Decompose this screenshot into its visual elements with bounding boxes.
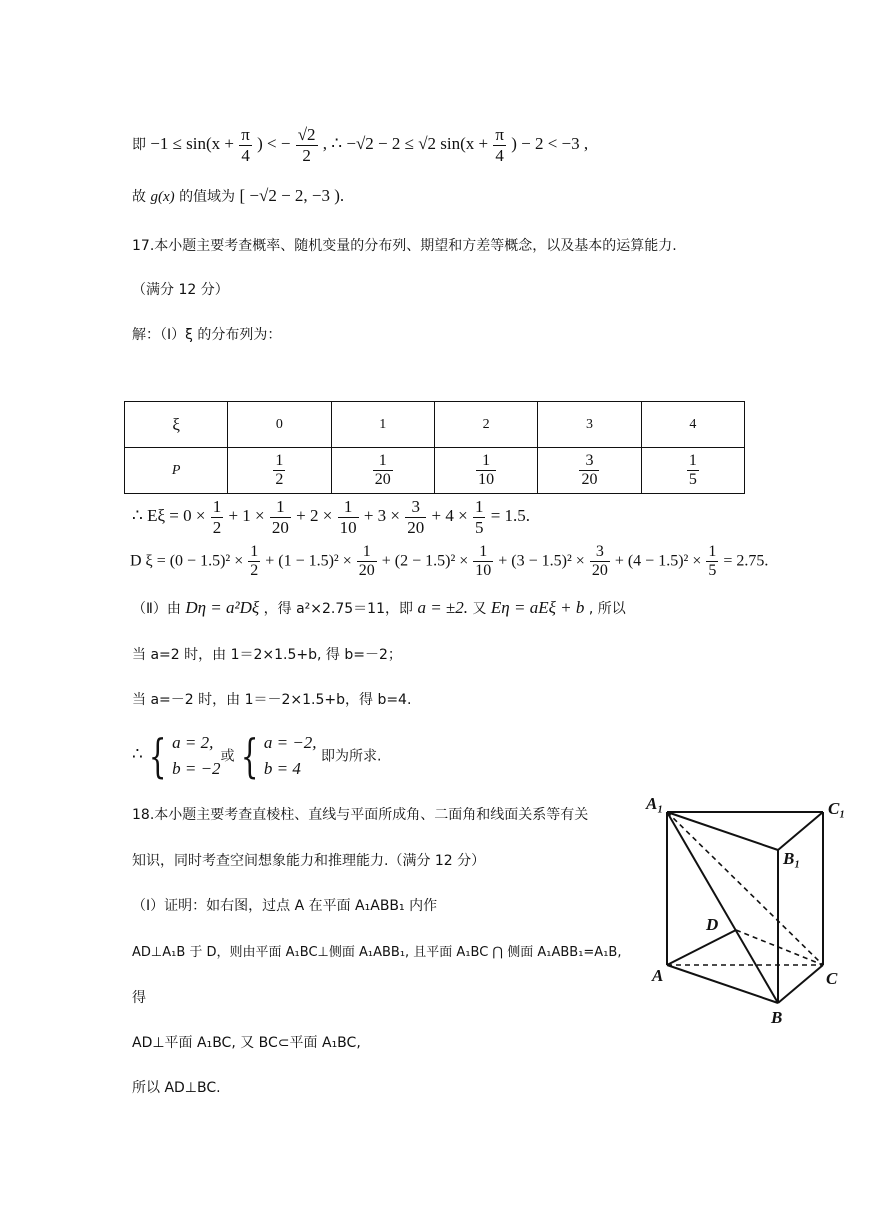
text: 又	[472, 601, 487, 617]
q18-line-3: （Ⅰ）证明：如右图，过点 A 在平面 A₁ABB₁ 内作	[132, 898, 438, 914]
part2-line	[132, 598, 626, 618]
frac-den: 2	[275, 471, 284, 488]
table-header-p	[125, 448, 228, 494]
frac-num: √2	[297, 125, 316, 144]
label-c1: C₁	[828, 799, 846, 818]
frac-den: 20	[358, 562, 375, 580]
expr-lead: D ξ = (0 − 1.5)² ×	[130, 552, 244, 570]
edge-a1b1	[667, 812, 778, 850]
frac-num: 1	[248, 543, 260, 562]
label-b: B	[771, 1008, 783, 1027]
case2-line: 当 a=－2 时，由 1＝－2×1.5+b，得 b=4.	[132, 692, 412, 708]
table-cell: 4	[641, 402, 744, 448]
p-label: P	[171, 462, 181, 478]
q18-line-1: 18.本小题主要考查直棱柱、直线与平面所成角、二面角和线面关系等有关	[132, 807, 589, 823]
expr-term: + (2 − 1.5)² ×	[381, 552, 469, 570]
q18-line-5: 得	[132, 990, 146, 1006]
frac-num: π	[495, 125, 504, 144]
frac-den: 20	[581, 471, 598, 488]
dashed-dc	[736, 930, 823, 965]
case1-line: 当 a=2 时，由 1＝2×1.5+b, 得 b=－2；	[132, 647, 402, 663]
expr-lead: ∴ Eξ = 0 ×	[132, 505, 206, 525]
table-row-p	[125, 448, 745, 494]
frac-den: 20	[374, 471, 391, 488]
q18-line-2: 知识，同时考查空间想象能力和推理能力.（满分 12 分）	[132, 853, 486, 869]
table-cell: 2	[434, 402, 537, 448]
edge-ab	[667, 965, 778, 1003]
frac-num: 1	[270, 497, 291, 518]
eq-top: a = 2,	[172, 733, 214, 752]
expr-result: = 2.75.	[723, 552, 769, 570]
frac-den: 4	[495, 145, 504, 165]
edge-c1b1	[778, 812, 823, 850]
table-cell	[641, 448, 744, 494]
eq-top: a = −2,	[263, 733, 317, 752]
label-d: D	[706, 915, 719, 934]
expr-b: ) < −	[257, 133, 291, 153]
variance-line	[130, 543, 768, 581]
frac-den: 20	[591, 562, 608, 580]
expr-term: + (1 − 1.5)² ×	[265, 552, 352, 570]
table-cell	[331, 448, 434, 494]
left-brace-icon: {	[148, 728, 167, 783]
gx: g(x)	[150, 189, 175, 205]
prism-figure	[640, 790, 855, 1030]
expr-term: + 3 ×	[363, 505, 401, 525]
frac-den: 20	[407, 517, 425, 537]
frac-num: 3	[590, 543, 610, 562]
equation: Eη = aEξ + b	[490, 598, 585, 617]
eq-bottom: b = 4	[263, 758, 301, 778]
text-range-is: 的值域为	[179, 189, 236, 205]
frac-den: 10	[478, 471, 495, 488]
frac-num: 1	[273, 452, 285, 471]
label-c: C	[826, 969, 838, 988]
text: , 所以	[588, 601, 626, 617]
frac-num: 1	[474, 497, 484, 516]
frac-pi-4b	[493, 125, 506, 165]
expr-term: + (4 − 1.5)² ×	[614, 552, 702, 570]
expr-term: + 4 ×	[431, 505, 468, 525]
frac-num: 1	[212, 497, 222, 516]
frac-num: 1	[476, 452, 496, 471]
frac-den: 2	[212, 517, 222, 537]
frac-den: 2	[302, 145, 311, 165]
table-row-xi	[125, 402, 745, 448]
label-b1: B₁	[783, 849, 801, 868]
distribution-table	[124, 401, 745, 494]
range-value: [ −√2 − 2, −3 ).	[239, 186, 345, 205]
range-conclusion-line	[132, 186, 344, 206]
eq-bottom: b = −2	[172, 758, 221, 778]
frac-den: 20	[271, 517, 289, 537]
expectation-line	[132, 497, 530, 537]
frac-pi-4	[239, 125, 252, 165]
expr-c: , ∴ −√2 − 2 ≤ √2 sin(x +	[322, 133, 489, 153]
edge-bc	[778, 965, 823, 1003]
frac-num: 1	[357, 543, 377, 562]
expr-term: + 2 ×	[296, 505, 333, 525]
table-cell: 1	[331, 402, 434, 448]
frac-den: 4	[241, 145, 250, 165]
frac-den: 10	[339, 517, 357, 537]
equation: Dη = a²Dξ	[185, 598, 260, 617]
system-1	[172, 730, 220, 781]
q17-score: （满分 12 分）	[132, 282, 229, 298]
text-ji: 即	[132, 136, 146, 153]
label-a1: A₁	[646, 794, 664, 813]
table-cell	[538, 448, 641, 494]
frac-num: 3	[405, 497, 426, 518]
expr-result: = 1.5.	[490, 505, 531, 525]
segment-ad	[667, 930, 736, 965]
expr-a: −1 ≤ sin(x +	[150, 133, 235, 153]
left-brace-icon: {	[240, 728, 258, 783]
q18-line-6: AD⊥平面 A₁BC, 又 BC⊂平面 A₁BC,	[132, 1035, 361, 1051]
text-tail: 即为所求.	[321, 748, 382, 765]
q18-line-7: 所以 AD⊥BC.	[132, 1080, 221, 1096]
q17-intro: 17.本小题主要考查概率、随机变量的分布列、期望和方差等概念，以及基本的运算能力.	[132, 238, 677, 254]
equation: a = ±2.	[417, 598, 469, 617]
table-cell	[228, 448, 331, 494]
dashed-a1c	[667, 812, 823, 965]
text: ，得 a²×2.75＝11，即	[263, 601, 413, 617]
frac-num: 1	[687, 452, 699, 471]
frac-den: 5	[708, 562, 717, 580]
frac-sqrt2-2	[296, 125, 318, 165]
text: （Ⅱ）由	[132, 601, 181, 617]
therefore-symbol: ∴	[132, 744, 143, 764]
table-cell: 0	[228, 402, 331, 448]
expr-d: ) − 2 < −3 ,	[511, 133, 589, 153]
frac-num: 1	[473, 543, 493, 562]
frac-num: 3	[579, 452, 599, 471]
frac-num: 1	[706, 543, 718, 562]
table-header-xi: ξ	[125, 402, 228, 448]
conclusion-line	[132, 730, 381, 781]
table-cell: 3	[538, 402, 641, 448]
frac-num: 1	[338, 497, 359, 518]
system-2	[264, 730, 317, 781]
text-gu: 故	[132, 189, 146, 205]
segment-a1b	[667, 812, 778, 1003]
frac-den: 2	[250, 562, 259, 580]
range-inequality-line	[132, 125, 588, 165]
frac-num: π	[241, 125, 250, 144]
frac-num: 1	[373, 452, 393, 471]
q17-solution-label: 解：（Ⅰ）ξ 的分布列为：	[132, 327, 282, 343]
expr-term: + 1 ×	[228, 505, 265, 525]
q18-line-4: AD⊥A₁B 于 D，则由平面 A₁BC⊥侧面 A₁ABB₁, 且平面 A₁BC ⋂ 侧面 A₁ABB₁=A₁B,	[132, 945, 622, 960]
frac-den: 5	[688, 471, 697, 488]
frac-den: 10	[475, 562, 492, 580]
label-a: A	[652, 966, 664, 985]
text-or: 或	[220, 748, 235, 765]
expr-term: + (3 − 1.5)² ×	[498, 552, 585, 570]
table-cell	[434, 448, 537, 494]
frac-den: 5	[474, 517, 484, 537]
